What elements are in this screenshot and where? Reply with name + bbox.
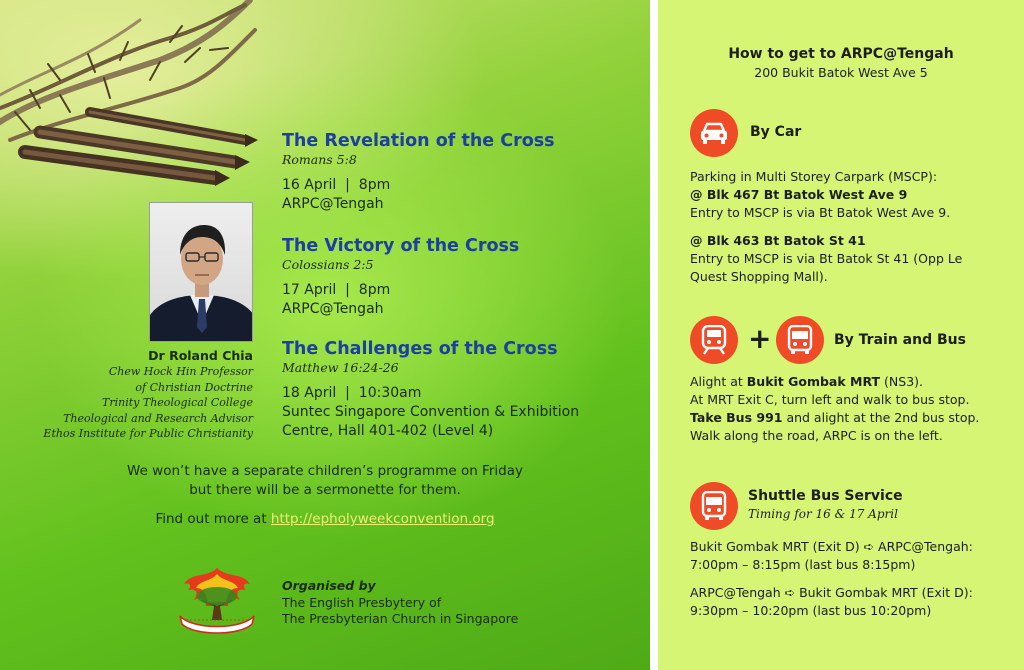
organiser-line: The English Presbytery of bbox=[282, 594, 442, 610]
shuttle-route: ARPC@Tengah ➪ Bukit Gombak MRT (Exit D): bbox=[690, 585, 973, 600]
train-icon bbox=[690, 316, 738, 364]
direction-line: Take Bus 991 and alight at the 2nd bus stop. bbox=[690, 410, 980, 425]
session-venue: Suntec Singapore Convention & Exhibition bbox=[282, 404, 580, 420]
session-datetime: 16 April | 8pm bbox=[282, 177, 391, 193]
direction-line: Walk along the road, ARPC is on the left. bbox=[690, 428, 943, 443]
bus-icon bbox=[776, 316, 824, 364]
shuttle-time: 9:30pm – 10:20pm (last bus 10:20pm) bbox=[690, 603, 932, 618]
session-datetime: 17 April | 8pm bbox=[282, 282, 391, 298]
note-line: but there will be a sermonette for them. bbox=[189, 482, 461, 498]
session-title: The Challenges of the Cross bbox=[282, 339, 558, 359]
session-scripture: Colossians 2:5 bbox=[282, 257, 374, 272]
session-datetime: 18 April | 10:30am bbox=[282, 385, 422, 401]
session-venue: ARPC@Tengah bbox=[282, 196, 384, 212]
shuttle-time: 7:00pm – 8:15pm (last bus 8:15pm) bbox=[690, 557, 916, 572]
by-train-heading: By Train and Bus bbox=[834, 332, 966, 348]
by-car-heading: By Car bbox=[750, 124, 802, 140]
direction-line: @ Blk 463 Bt Batok St 41 bbox=[690, 233, 866, 248]
session-scripture: Romans 5:8 bbox=[282, 152, 357, 167]
session-title: The Victory of the Cross bbox=[282, 236, 520, 256]
session-3 bbox=[282, 338, 579, 441]
directions-title: How to get to ARPC@Tengah bbox=[728, 46, 954, 62]
shuttle-heading: Shuttle Bus Service bbox=[748, 488, 903, 504]
car-icon bbox=[690, 109, 738, 157]
car-directions bbox=[690, 168, 1010, 286]
direction-line: Alight at Bukit Gombak MRT (NS3). bbox=[690, 374, 924, 389]
directions-panel bbox=[658, 0, 1024, 670]
website-link[interactable]: http://epholyweekconvention.org bbox=[270, 511, 495, 527]
session-scripture: Matthew 16:24-26 bbox=[282, 360, 399, 375]
shuttle-bus-icon bbox=[690, 482, 738, 530]
speaker-role: of Christian Doctrine bbox=[135, 380, 253, 394]
direction-line: Entry to MSCP is via Bt Batok St 41 (Opp Le bbox=[690, 251, 963, 266]
direction-line: @ Blk 467 Bt Batok West Ave 9 bbox=[690, 187, 908, 202]
session-title: The Revelation of the Cross bbox=[282, 131, 555, 151]
find-out-more bbox=[0, 510, 650, 529]
shuttle-schedule bbox=[690, 538, 1010, 620]
train-directions bbox=[690, 373, 1010, 445]
direction-line: Entry to MSCP is via Bt Batok West Ave 9. bbox=[690, 205, 951, 220]
crown-of-thorns-icon bbox=[0, 0, 275, 195]
direction-line: At MRT Exit C, turn left and walk to bus stop. bbox=[690, 392, 970, 407]
session-venue: ARPC@Tengah bbox=[282, 301, 384, 317]
session-venue: Centre, Hall 401-402 (Level 4) bbox=[282, 423, 494, 439]
direction-line: Parking in Multi Storey Carpark (MSCP): bbox=[690, 169, 938, 184]
burning-bush-icon bbox=[172, 560, 262, 638]
directions-address: 200 Bukit Batok West Ave 5 bbox=[754, 65, 928, 80]
speaker-info bbox=[43, 347, 253, 442]
children-note bbox=[0, 462, 650, 500]
speaker-role: Ethos Institute for Public Christianity bbox=[43, 427, 253, 440]
speaker-name: Dr Roland Chia bbox=[148, 348, 253, 363]
organised-by-label: Organised by bbox=[282, 578, 376, 593]
organiser-line: The Presbyterian Church in Singapore bbox=[282, 611, 519, 626]
session-1 bbox=[282, 130, 555, 214]
find-out-more-label: Find out more at bbox=[155, 511, 271, 527]
speaker-photo bbox=[149, 202, 253, 342]
plus-sign: + bbox=[748, 322, 772, 355]
speaker-role: Chew Hock Hin Professor bbox=[108, 365, 253, 378]
panel-divider bbox=[650, 0, 658, 670]
shuttle-timing: Timing for 16 & 17 April bbox=[748, 507, 898, 521]
directions-header bbox=[658, 44, 1024, 82]
note-line: We won’t have a separate children’s programme on Friday bbox=[127, 463, 523, 479]
session-2 bbox=[282, 235, 519, 319]
speaker-role: Theological and Research Advisor bbox=[63, 411, 253, 425]
organiser bbox=[282, 578, 518, 628]
speaker-role: Trinity Theological College bbox=[102, 396, 253, 409]
shuttle-route: Bukit Gombak MRT (Exit D) ➪ ARPC@Tengah: bbox=[690, 539, 973, 554]
direction-line: Quest Shopping Mall). bbox=[690, 269, 828, 284]
